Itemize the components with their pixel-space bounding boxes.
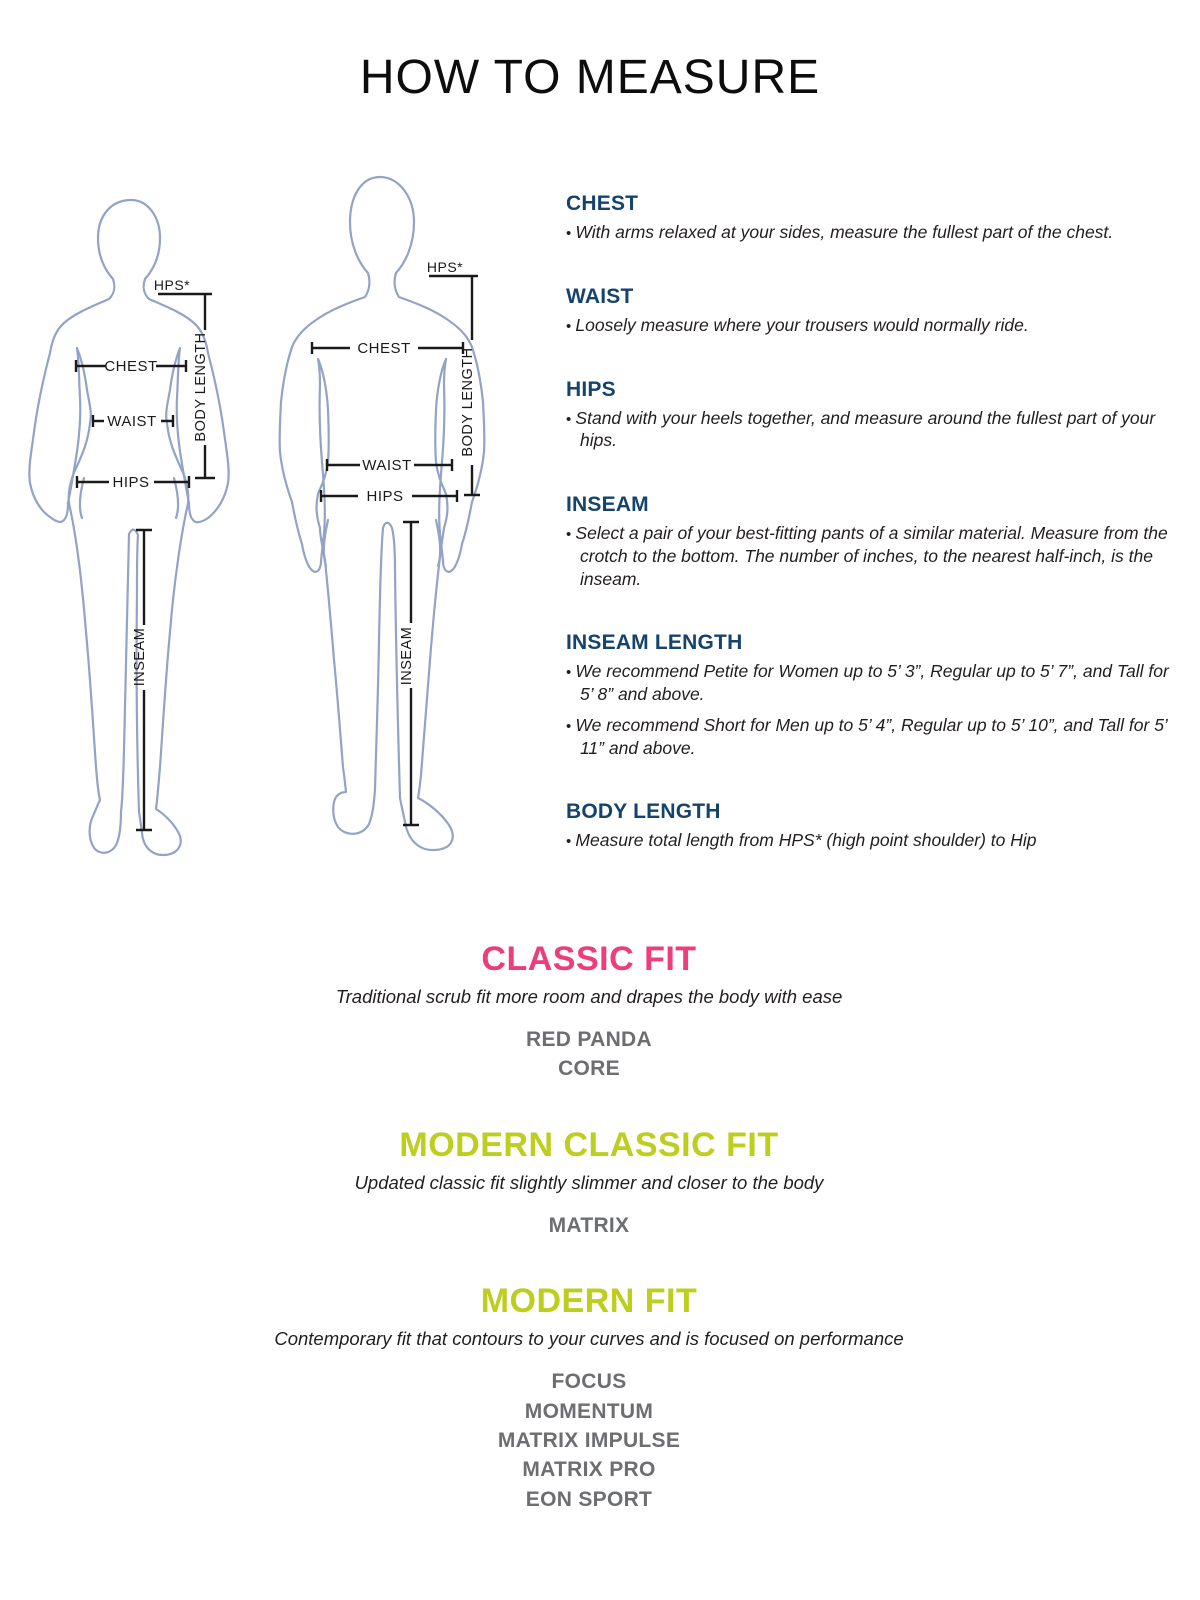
fit-brand-list — [0, 1367, 1178, 1514]
fit-section-modern — [0, 1282, 1178, 1514]
fit-section-classic — [0, 940, 1178, 1084]
fit-brand-list — [0, 1025, 1178, 1084]
measure-section-heading: INSEAM LENGTH — [566, 631, 743, 655]
measure-bullet: • We recommend Short for Men up to 5’ 4”, Regular up to 5’ 10”, and Tall for 5’ 11” and above. — [566, 714, 1172, 760]
measure-section-heading: BODY LENGTH — [566, 800, 721, 824]
measure-bullet: • Select a pair of your best-fitting pants of a similar material. Measure from the crotch to the bottom. The number of inches, to the nearest half-inch, is the inseam. — [566, 522, 1172, 590]
measure-section-inseam-length — [552, 631, 1172, 759]
fit-section-description: Updated classic fit slightly slimmer and closer to the body — [354, 1171, 824, 1193]
fit-section-title: MODERN CLASSIC FIT — [399, 1125, 779, 1164]
male-body-outline — [280, 177, 485, 850]
brand-item: FOCUS — [551, 1370, 627, 1394]
measure-section-heading: HIPS — [566, 377, 616, 401]
male-hips-label: HIPS — [366, 488, 404, 505]
male-inseam-label: INSEAM — [399, 626, 415, 686]
measure-section-waist — [552, 285, 1172, 337]
brand-item: CORE — [558, 1057, 620, 1081]
measure-section-chest — [552, 192, 1172, 244]
measure-bullet: • Measure total length from HPS* (high point shoulder) to Hip — [566, 829, 1172, 852]
female-body-outline — [29, 200, 228, 855]
measure-section-body-length — [552, 800, 1172, 852]
female-inseam-label: INSEAM — [132, 627, 148, 687]
female-figure-diagram — [6, 190, 238, 880]
female-chest-label: CHEST — [104, 358, 158, 375]
measure-bullet: • Stand with your heels together, and measure around the fullest part of your hips. — [566, 407, 1172, 453]
brand-item: MATRIX IMPULSE — [497, 1428, 681, 1452]
brand-item: MATRIX PRO — [522, 1458, 656, 1482]
fit-section-description: Contemporary fit that contours to your curves and is focused on performance — [274, 1328, 904, 1350]
male-waist-label: WAIST — [362, 457, 412, 474]
fit-brand-list — [0, 1211, 1178, 1240]
fit-section-title: MODERN FIT — [480, 1282, 698, 1321]
brand-item: MATRIX — [548, 1213, 630, 1237]
measure-bullet: • Loosely measure where your trousers would normally ride. — [566, 314, 1172, 337]
female-waist-label: WAIST — [107, 413, 157, 430]
male-body-length-label: BODY LENGTH — [460, 347, 476, 457]
page-title: HOW TO MEASURE — [359, 51, 821, 104]
measure-section-heading: INSEAM — [566, 493, 649, 516]
fit-section-description: Traditional scrub fit more room and drapes the body with ease — [335, 986, 843, 1007]
male-figure-diagram — [262, 170, 524, 875]
female-body-length-label: BODY LENGTH — [193, 332, 209, 442]
brand-item: RED PANDA — [526, 1028, 652, 1051]
female-hand-detail-left — [80, 478, 84, 518]
female-hips-label: HIPS — [112, 474, 150, 491]
fit-sections — [0, 940, 1178, 1556]
measure-section-hips — [552, 378, 1172, 453]
measure-instructions-column — [552, 192, 1172, 893]
fit-section-modern-classic — [0, 1126, 1178, 1240]
measure-section-heading: WAIST — [566, 284, 634, 308]
fit-section-title: CLASSIC FIT — [481, 940, 697, 978]
measure-section-heading: CHEST — [566, 192, 639, 215]
male-chest-label: CHEST — [357, 340, 411, 357]
measure-bullet: • With arms relaxed at your sides, measure the fullest part of the chest. — [566, 221, 1172, 244]
male-hps-label: HPS* — [426, 259, 464, 275]
brand-item: MOMENTUM — [524, 1399, 654, 1423]
brand-item: EON SPORT — [525, 1487, 653, 1511]
measure-bullet: • We recommend Petite for Women up to 5’ 3”, Regular up to 5’ 7”, and Tall for 5’ 8” and above. — [566, 660, 1172, 706]
measure-section-inseam — [552, 493, 1172, 590]
female-hand-detail-right — [174, 478, 178, 518]
female-hps-label: HPS* — [153, 277, 191, 293]
